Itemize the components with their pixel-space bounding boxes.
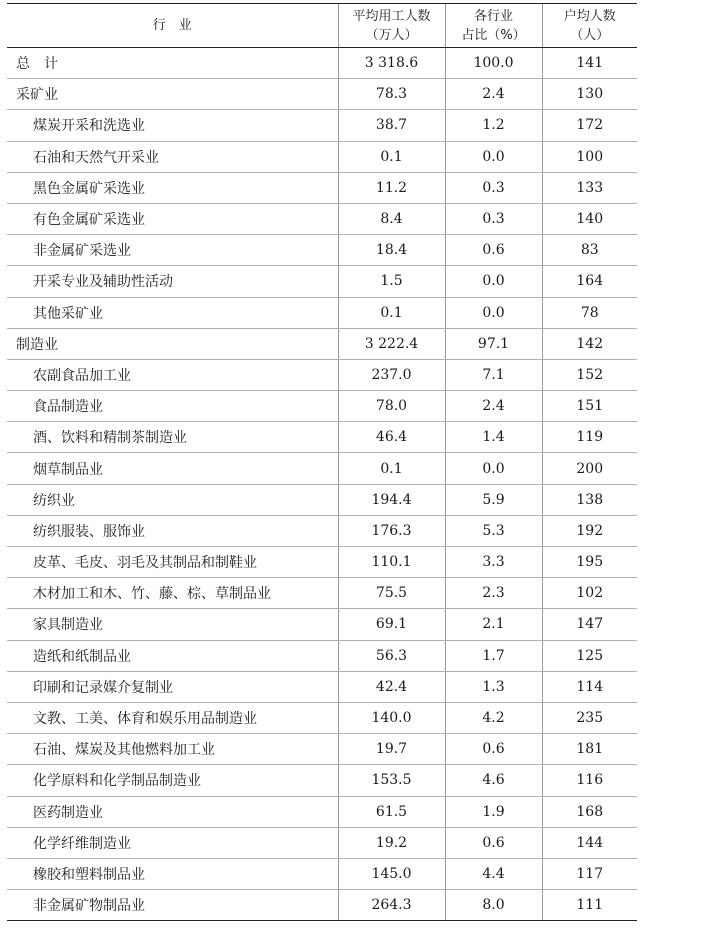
table-row (7, 391, 637, 422)
share-cell: 97.1 (445, 328, 542, 359)
industry-name-cell: 造纸和纸制品业 (7, 640, 338, 671)
avg-workers-cell: 61.5 (338, 796, 445, 827)
avg-per-household-cell: 195 (542, 547, 637, 578)
share-cell: 0.0 (445, 266, 542, 297)
share-cell: 5.3 (445, 515, 542, 546)
industry-name-cell: 医药制造业 (7, 796, 338, 827)
share-cell: 1.3 (445, 671, 542, 702)
avg-workers-cell: 194.4 (338, 484, 445, 515)
share-cell: 2.4 (445, 79, 542, 110)
avg-workers-cell: 0.1 (338, 297, 445, 328)
industry-name-cell: 制造业 (7, 328, 338, 359)
avg-per-household-cell: 119 (542, 422, 637, 453)
table-row (7, 796, 637, 827)
avg-per-household-cell: 192 (542, 515, 637, 546)
avg-per-household-cell: 116 (542, 765, 637, 796)
table-row (7, 671, 637, 702)
industry-name-cell: 化学纤维制造业 (7, 827, 338, 858)
industry-name-cell: 酒、饮料和精制茶制造业 (7, 422, 338, 453)
share-cell: 2.4 (445, 391, 542, 422)
avg-workers-cell: 38.7 (338, 110, 445, 141)
table-row (7, 235, 637, 266)
avg-workers-cell: 18.4 (338, 235, 445, 266)
table-row (7, 110, 637, 141)
avg-workers-cell: 8.4 (338, 203, 445, 234)
share-cell: 0.3 (445, 203, 542, 234)
avg-per-household-cell: 181 (542, 734, 637, 765)
industry-name-cell: 印刷和记录媒介复制业 (7, 671, 338, 702)
header-text-line: 占比（%） (461, 27, 526, 43)
industry-name-cell: 非金属矿采选业 (7, 235, 338, 266)
header-text-line: 户均人数 (563, 8, 616, 24)
table-row (7, 453, 637, 484)
header-text-line: （人） (570, 27, 610, 43)
industry-name-cell: 家具制造业 (7, 609, 338, 640)
industry-name-cell: 煤炭开采和洗选业 (7, 110, 338, 141)
share-cell: 100.0 (445, 48, 542, 79)
table-header (7, 4, 637, 48)
share-cell: 2.1 (445, 609, 542, 640)
table-row (7, 141, 637, 172)
avg-workers-cell: 140.0 (338, 702, 445, 733)
industry-name-cell: 烟草制品业 (7, 453, 338, 484)
avg-per-household-cell: 141 (542, 48, 637, 79)
avg-workers-cell: 145.0 (338, 858, 445, 889)
avg-workers-cell: 78.3 (338, 79, 445, 110)
share-cell: 4.2 (445, 702, 542, 733)
table-row (7, 734, 637, 765)
industry-name-cell: 石油和天然气开采业 (7, 141, 338, 172)
industry-name-cell: 食品制造业 (7, 391, 338, 422)
table-row (7, 515, 637, 546)
table-row (7, 547, 637, 578)
avg-per-household-cell: 144 (542, 827, 637, 858)
avg-per-household-cell: 138 (542, 484, 637, 515)
header-text-line: 各行业 (473, 8, 513, 24)
avg-per-household-cell: 200 (542, 453, 637, 484)
table-row (7, 702, 637, 733)
avg-per-household-cell: 111 (542, 890, 637, 921)
share-cell: 1.2 (445, 110, 542, 141)
share-cell: 3.3 (445, 547, 542, 578)
table-row (7, 484, 637, 515)
share-cell: 4.6 (445, 765, 542, 796)
avg-per-household-cell: 152 (542, 359, 637, 390)
avg-workers-cell: 56.3 (338, 640, 445, 671)
share-cell: 0.0 (445, 297, 542, 328)
share-cell: 1.4 (445, 422, 542, 453)
header-text-line: 平均用工人数 (352, 8, 431, 24)
share-cell: 7.1 (445, 359, 542, 390)
table-row (7, 297, 637, 328)
header-avg-per-household (542, 4, 637, 48)
share-cell: 0.3 (445, 172, 542, 203)
industry-name-cell: 其他采矿业 (7, 297, 338, 328)
table-row (7, 858, 637, 889)
industry-employment-table (7, 3, 637, 921)
share-cell: 1.7 (445, 640, 542, 671)
table-body (7, 48, 637, 921)
avg-per-household-cell: 164 (542, 266, 637, 297)
industry-name-cell: 文教、工美、体育和娱乐用品制造业 (7, 702, 338, 733)
avg-per-household-cell: 140 (542, 203, 637, 234)
table-row (7, 609, 637, 640)
avg-workers-cell: 237.0 (338, 359, 445, 390)
industry-name-cell: 纺织业 (7, 484, 338, 515)
table-row (7, 640, 637, 671)
share-cell: 0.6 (445, 235, 542, 266)
avg-workers-cell: 110.1 (338, 547, 445, 578)
table-row (7, 827, 637, 858)
avg-per-household-cell: 133 (542, 172, 637, 203)
table-row (7, 48, 637, 79)
industry-name-cell: 石油、煤炭及其他燃料加工业 (7, 734, 338, 765)
industry-name-cell: 黑色金属矿采选业 (7, 172, 338, 203)
avg-workers-cell: 0.1 (338, 453, 445, 484)
avg-workers-cell: 19.2 (338, 827, 445, 858)
industry-name-cell: 木材加工和木、竹、藤、棕、草制品业 (7, 578, 338, 609)
industry-name-cell: 总 计 (7, 48, 338, 79)
avg-per-household-cell: 142 (542, 328, 637, 359)
avg-per-household-cell: 147 (542, 609, 637, 640)
table-row (7, 266, 637, 297)
industry-name-cell: 化学原料和化学制品制造业 (7, 765, 338, 796)
avg-workers-cell: 19.7 (338, 734, 445, 765)
industry-name-cell: 有色金属矿采选业 (7, 203, 338, 234)
industry-name-cell: 开采专业及辅助性活动 (7, 266, 338, 297)
table-row (7, 79, 637, 110)
industry-name-cell: 农副食品加工业 (7, 359, 338, 390)
avg-per-household-cell: 125 (542, 640, 637, 671)
table-row (7, 172, 637, 203)
table-row (7, 328, 637, 359)
header-row (7, 4, 637, 48)
share-cell: 0.6 (445, 734, 542, 765)
avg-workers-cell: 3 222.4 (338, 328, 445, 359)
avg-per-household-cell: 117 (542, 858, 637, 889)
avg-per-household-cell: 114 (542, 671, 637, 702)
industry-name-cell: 橡胶和塑料制品业 (7, 858, 338, 889)
share-cell: 0.0 (445, 141, 542, 172)
avg-per-household-cell: 172 (542, 110, 637, 141)
avg-workers-cell: 3 318.6 (338, 48, 445, 79)
industry-name-cell: 纺织服装、服饰业 (7, 515, 338, 546)
share-cell: 2.3 (445, 578, 542, 609)
avg-workers-cell: 1.5 (338, 266, 445, 297)
avg-per-household-cell: 168 (542, 796, 637, 827)
header-industry (7, 4, 338, 48)
avg-workers-cell: 153.5 (338, 765, 445, 796)
avg-per-household-cell: 130 (542, 79, 637, 110)
header-share (445, 4, 542, 48)
industry-name-cell: 采矿业 (7, 79, 338, 110)
avg-workers-cell: 264.3 (338, 890, 445, 921)
avg-per-household-cell: 83 (542, 235, 637, 266)
table-row (7, 578, 637, 609)
avg-per-household-cell: 235 (542, 702, 637, 733)
header-avg-workers (338, 4, 445, 48)
avg-workers-cell: 42.4 (338, 671, 445, 702)
share-cell: 0.6 (445, 827, 542, 858)
avg-workers-cell: 0.1 (338, 141, 445, 172)
industry-name-cell: 皮革、毛皮、羽毛及其制品和制鞋业 (7, 547, 338, 578)
table-row (7, 765, 637, 796)
avg-workers-cell: 69.1 (338, 609, 445, 640)
table-row (7, 359, 637, 390)
share-cell: 4.4 (445, 858, 542, 889)
header-text-line: 行 业 (152, 18, 192, 33)
avg-per-household-cell: 78 (542, 297, 637, 328)
avg-per-household-cell: 100 (542, 141, 637, 172)
avg-per-household-cell: 151 (542, 391, 637, 422)
table-row (7, 422, 637, 453)
avg-per-household-cell: 102 (542, 578, 637, 609)
industry-name-cell: 非金属矿物制品业 (7, 890, 338, 921)
avg-workers-cell: 11.2 (338, 172, 445, 203)
avg-workers-cell: 176.3 (338, 515, 445, 546)
table-row (7, 890, 637, 921)
header-text-line: （万人） (365, 27, 418, 43)
avg-workers-cell: 46.4 (338, 422, 445, 453)
share-cell: 5.9 (445, 484, 542, 515)
share-cell: 1.9 (445, 796, 542, 827)
avg-workers-cell: 78.0 (338, 391, 445, 422)
avg-workers-cell: 75.5 (338, 578, 445, 609)
table-row (7, 203, 637, 234)
share-cell: 8.0 (445, 890, 542, 921)
share-cell: 0.0 (445, 453, 542, 484)
